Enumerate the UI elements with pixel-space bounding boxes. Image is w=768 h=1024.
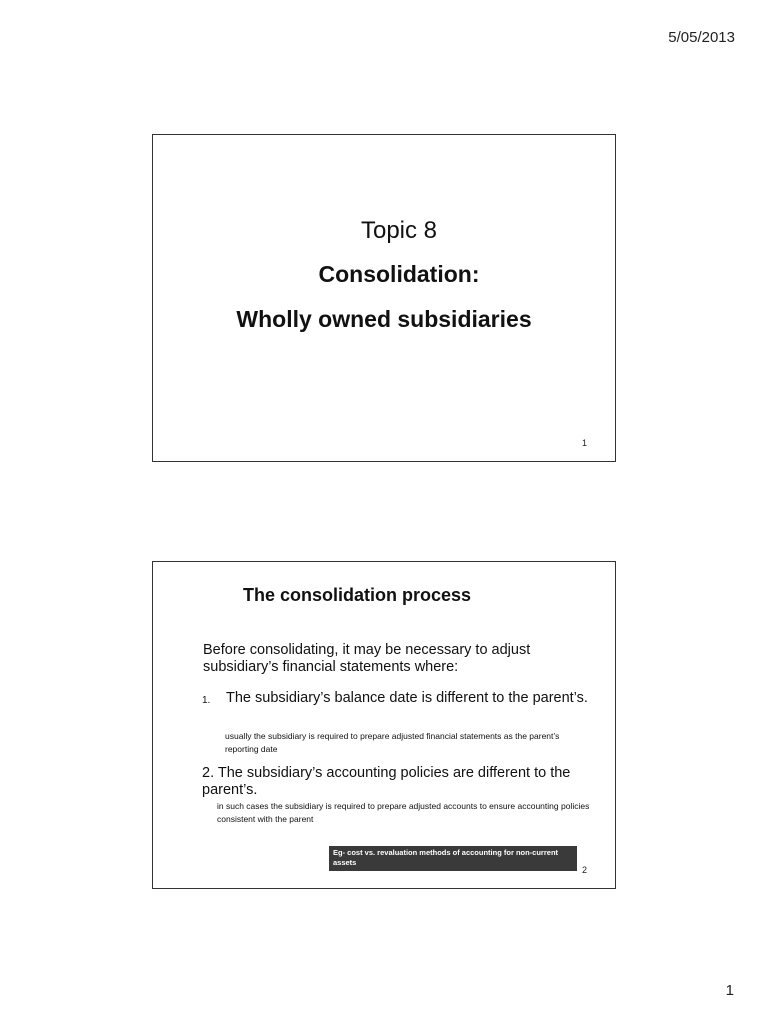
slide-subtitle: Wholly owned subsidiaries <box>236 306 532 332</box>
list-item-number: 1. <box>202 695 211 706</box>
slide-topic: Topic 8 <box>360 217 438 244</box>
list-item-2: 2. The subsidiary’s accounting policies are different to the parent’s. <box>202 765 571 798</box>
slide-1 <box>152 134 616 462</box>
page-date: 5/05/2013 <box>668 29 735 46</box>
slide-2 <box>152 561 616 889</box>
list-item-2-note: in such cases the subsidiary is required to prepare adjusted accounts to ensure accounting policies consistent with the parent <box>217 801 590 824</box>
slide-number: 2 <box>581 865 587 875</box>
example-callout: Eg- cost vs. revaluation methods of accounting for non-current assets <box>329 846 577 871</box>
slide-number: 1 <box>581 438 587 448</box>
list-item-1 <box>202 690 592 707</box>
slide-title: Consolidation: <box>318 261 480 287</box>
list-item-text: The subsidiary’s balance date is different to the parent’s. <box>226 690 588 706</box>
list-item-1-note: usually the subsidiary is required to prepare adjusted financial statements as the parent’s reporting date <box>225 731 560 754</box>
page-number: 1 <box>725 982 734 999</box>
slide-heading: The consolidation process <box>243 585 472 605</box>
intro-paragraph: Before consolidating, it may be necessary to adjust subsidiary’s financial statements where: <box>203 642 531 675</box>
